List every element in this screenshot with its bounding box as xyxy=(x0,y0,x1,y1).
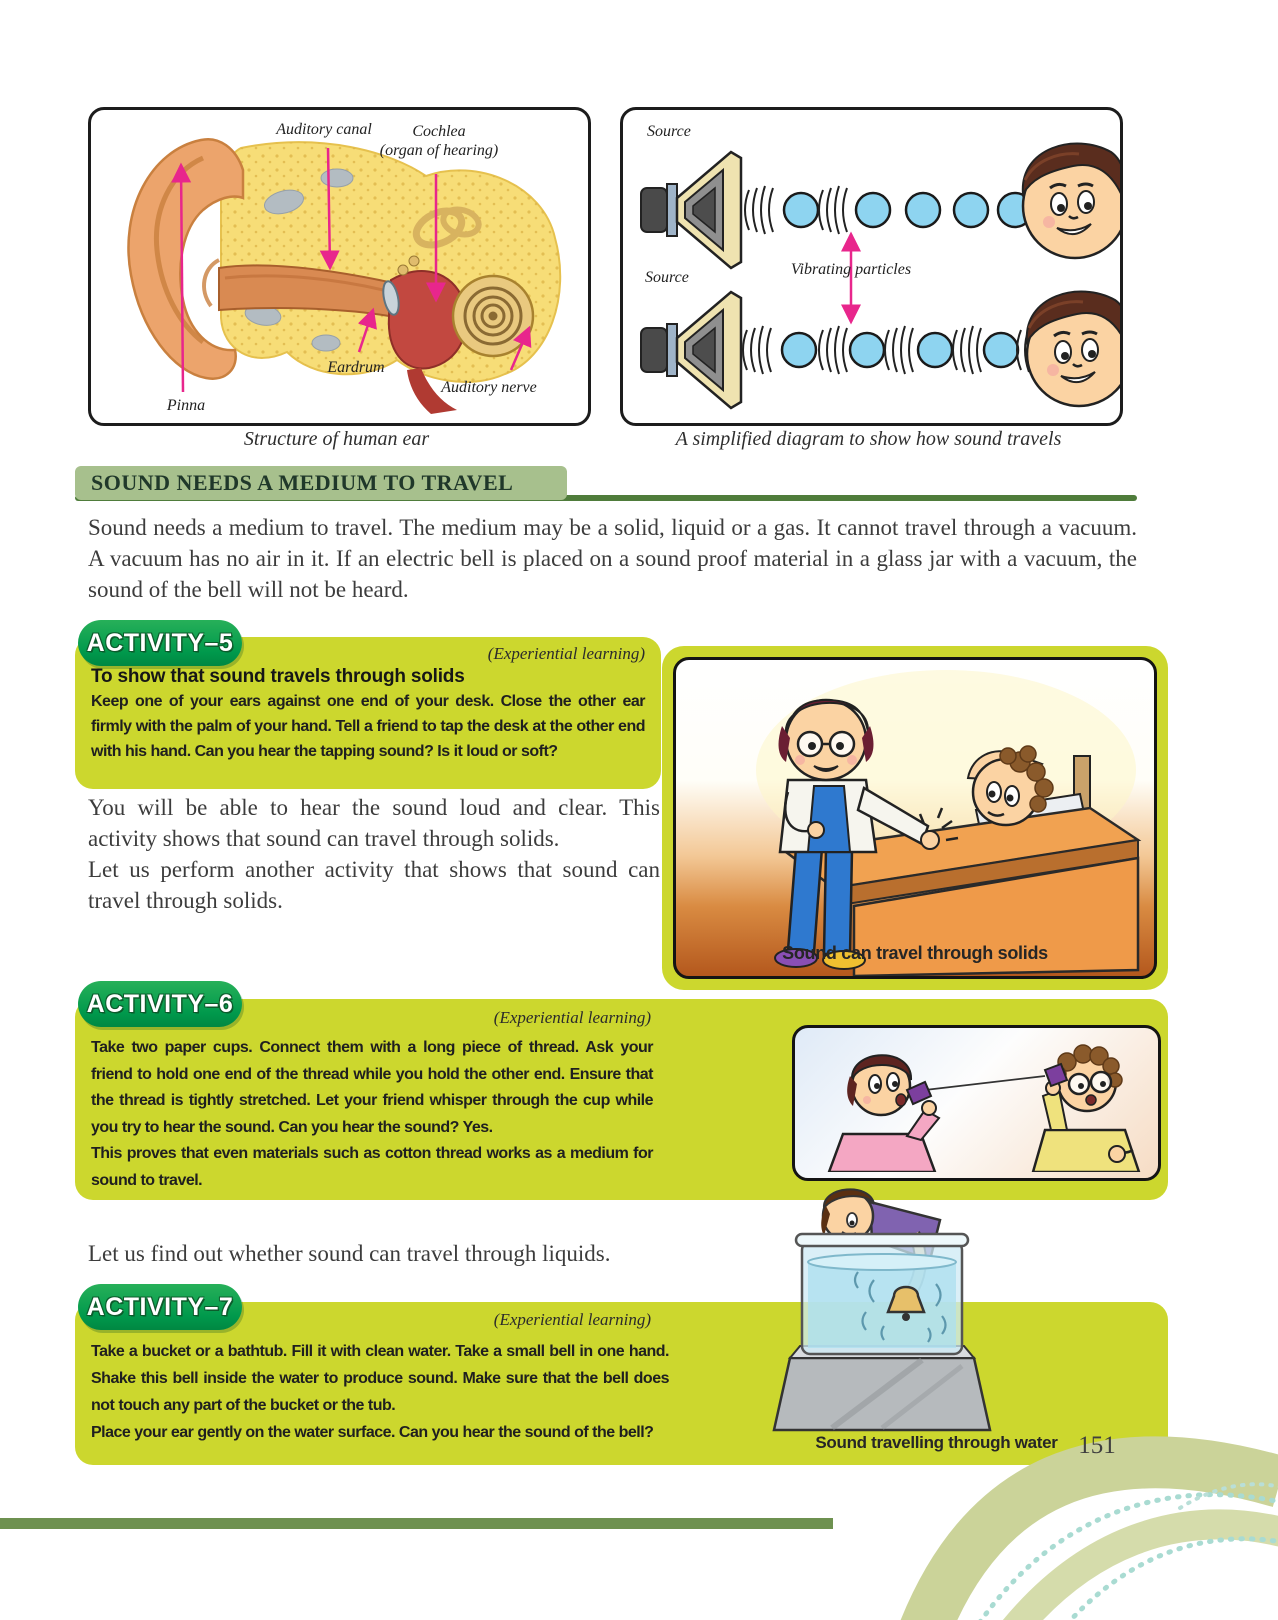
bottom-bar xyxy=(0,1518,833,1529)
label-auditory-nerve: Auditory nerve xyxy=(441,379,537,396)
label-cochlea xyxy=(359,122,519,160)
label-pinna: Pinna xyxy=(166,397,206,414)
intro-paragraph: Sound needs a medium to travel. The medium may be a solid, liquid or a gas. It cannot travel through a vacuum. A vacuum has no air in it. If an electric bell is placed on a sound proof material in a glass jar with a vacuum, the sound of the bell will not be heard. xyxy=(88,515,1137,602)
label-source-bottom: Source xyxy=(645,269,689,286)
activity5-badge: ACTIVITY–5 xyxy=(78,620,242,666)
after-activity5-paragraph xyxy=(88,792,660,916)
label-cochlea-line1: Cochlea xyxy=(412,123,466,140)
activity7-tag: (Experiential learning) xyxy=(493,1310,651,1329)
label-cochlea-line2: (organ of hearing) xyxy=(379,142,499,159)
section-heading: SOUND NEEDS A MEDIUM TO TRAVEL xyxy=(75,466,567,500)
activity7-figure-caption: Sound travelling through water xyxy=(815,1433,1058,1452)
label-eardrum: Eardrum xyxy=(327,359,385,376)
page-number: 151 xyxy=(1078,1432,1116,1459)
activity7-badge: ACTIVITY–7 xyxy=(78,1284,242,1330)
after-activity5-p2: Let us perform another activity that shows that sound can travel through solids. xyxy=(88,857,660,913)
ear-figure-box xyxy=(88,107,591,426)
activity5-title: To show that sound travels through solids xyxy=(91,666,465,687)
after-activity5-p1: You will be able to hear the sound loud and clear. This activity shows that sound can travel through solids. xyxy=(88,795,660,851)
label-source-top: Source xyxy=(647,123,691,140)
activity6-tag: (Experiential learning) xyxy=(493,1008,651,1027)
activity7-body xyxy=(91,1338,669,1446)
desk-tapping-illustration xyxy=(676,660,1154,976)
activity5-figure-frame xyxy=(662,646,1168,990)
activity6-badge: ACTIVITY–6 xyxy=(78,981,242,1027)
string-phone-illustration xyxy=(795,1028,1152,1172)
activity5-body: Keep one of your ears against one end of your desk. Close the other ear firmly with the palm of your hand. Tell a friend to tap the desk at the other end with his hand. Can you hear the tapping sound? Is it loud or soft? xyxy=(91,693,645,760)
label-auditory-canal: Auditory canal xyxy=(276,121,372,138)
activity5-figure xyxy=(673,657,1157,979)
activity5-tag: (Experiential learning) xyxy=(487,644,645,663)
liquids-paragraph: Let us find out whether sound can travel through liquids. xyxy=(88,1241,611,1266)
activity6-box xyxy=(75,999,1168,1200)
activity5-figure-caption: Sound can travel through solids xyxy=(782,943,1048,963)
activity6-figure xyxy=(792,1025,1161,1181)
sound-figure-box xyxy=(620,107,1123,426)
ear-figure-caption: Structure of human ear xyxy=(243,428,430,450)
activity6-body xyxy=(91,1035,653,1194)
sound-figure-caption: A simplified diagram to show how sound travels xyxy=(675,428,1062,450)
activity7-body2: Place your ear gently on the water surface. Can you hear the sound of the bell? xyxy=(91,1424,654,1441)
activity6-body1: Take two paper cups. Connect them with a long piece of thread. Ask your friend to hold one end of the thread while you hold the other end. Ensure that the thread is tightly stretched. Let your friend whisper through the cup while you try to hear the sound. Can you hear the sound? Yes. xyxy=(91,1039,653,1136)
bell-in-water-illustration xyxy=(762,1180,1002,1435)
activity6-body2: This proves that even materials such as cotton thread works as a medium for sound to travel. xyxy=(91,1145,653,1189)
label-vibrating-particles: Vibrating particles xyxy=(790,261,912,278)
activity7-body1: Take a bucket or a bathtub. Fill it with clean water. Take a small bell in one hand. Shake this bell inside the water to produce sound. Make sure that the bell does not touch any part of the bucket or the tub. xyxy=(91,1343,669,1414)
